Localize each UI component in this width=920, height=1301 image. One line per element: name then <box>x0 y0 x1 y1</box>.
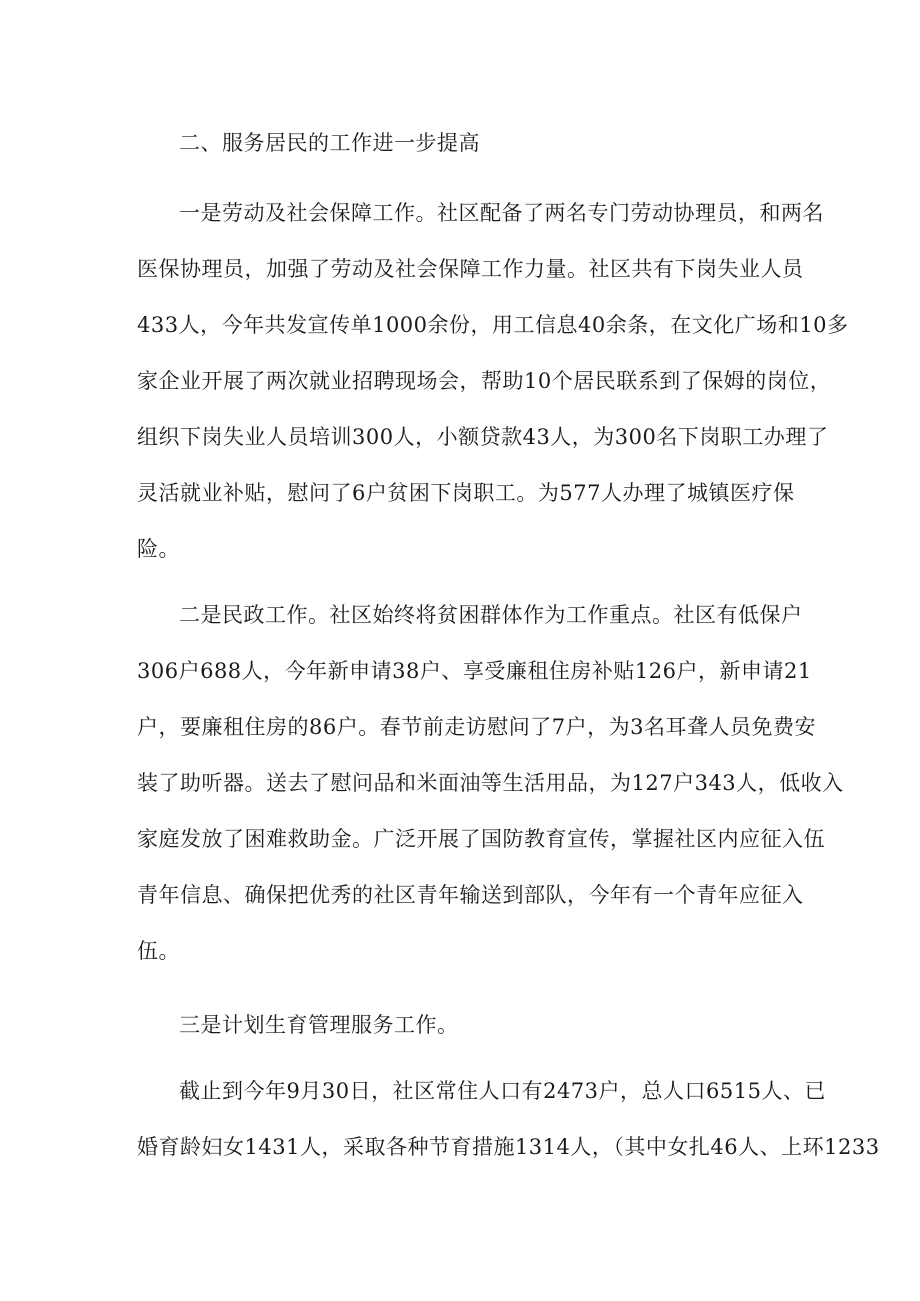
paragraph-2-line-4: 装了助听器。送去了慰问品和米面油等生活用品，为127户343人，低收入 <box>137 771 844 795</box>
paragraph-1-line-2: 医保协理员，加强了劳动及社会保障工作力量。社区共有下岗失业人员 <box>137 257 804 281</box>
paragraph-1-line-7: 险。 <box>137 537 180 561</box>
paragraph-1-line-1: 一是劳动及社会保障工作。社区配备了两名专门劳动协理员，和两名 <box>179 201 824 225</box>
paragraph-1-line-5: 组织下岗失业人员培训300人，小额贷款43人，为300名下岗职工办理了 <box>137 425 829 449</box>
paragraph-1-line-6: 灵活就业补贴，慰问了6户贫困下岗职工。为577人办理了城镇医疗保 <box>137 481 795 505</box>
paragraph-2-line-2: 306户688人，今年新申请38户、享受廉租住房补贴126户，新申请21 <box>137 659 812 683</box>
section-heading: 二、服务居民的工作进一步提高 <box>179 131 480 155</box>
paragraph-2-line-1: 二是民政工作。社区始终将贫困群体作为工作重点。社区有低保户 <box>179 603 803 627</box>
paragraph-2-line-5: 家庭发放了困难救助金。广泛开展了国防教育宣传，掌握社区内应征入伍 <box>137 827 825 851</box>
paragraph-2-line-3: 户，要廉租住房的86户。春节前走访慰问了7户，为3名耳聋人员免费安 <box>137 715 816 739</box>
paragraph-4-line-2: 婚育龄妇女1431人，采取各种节育措施1314人，（其中女扎46人、上环1233 <box>137 1135 880 1159</box>
paragraph-4-line-1: 截止到今年9月30日，社区常住人口有2473户，总人口6515人、已 <box>179 1079 826 1103</box>
paragraph-2-line-7: 伍。 <box>137 939 180 963</box>
paragraph-3-line-1: 三是计划生育管理服务工作。 <box>179 1013 459 1037</box>
paragraph-2-line-6: 青年信息、确保把优秀的社区青年输送到部队，今年有一个青年应征入 <box>137 883 804 907</box>
paragraph-1-line-4: 家企业开展了两次就业招聘现场会，帮助10个居民联系到了保姆的岗位， <box>137 369 832 393</box>
paragraph-1-line-3: 433人，今年共发宣传单1000余份，用工信息40余条，在文化广场和10多 <box>137 313 849 337</box>
